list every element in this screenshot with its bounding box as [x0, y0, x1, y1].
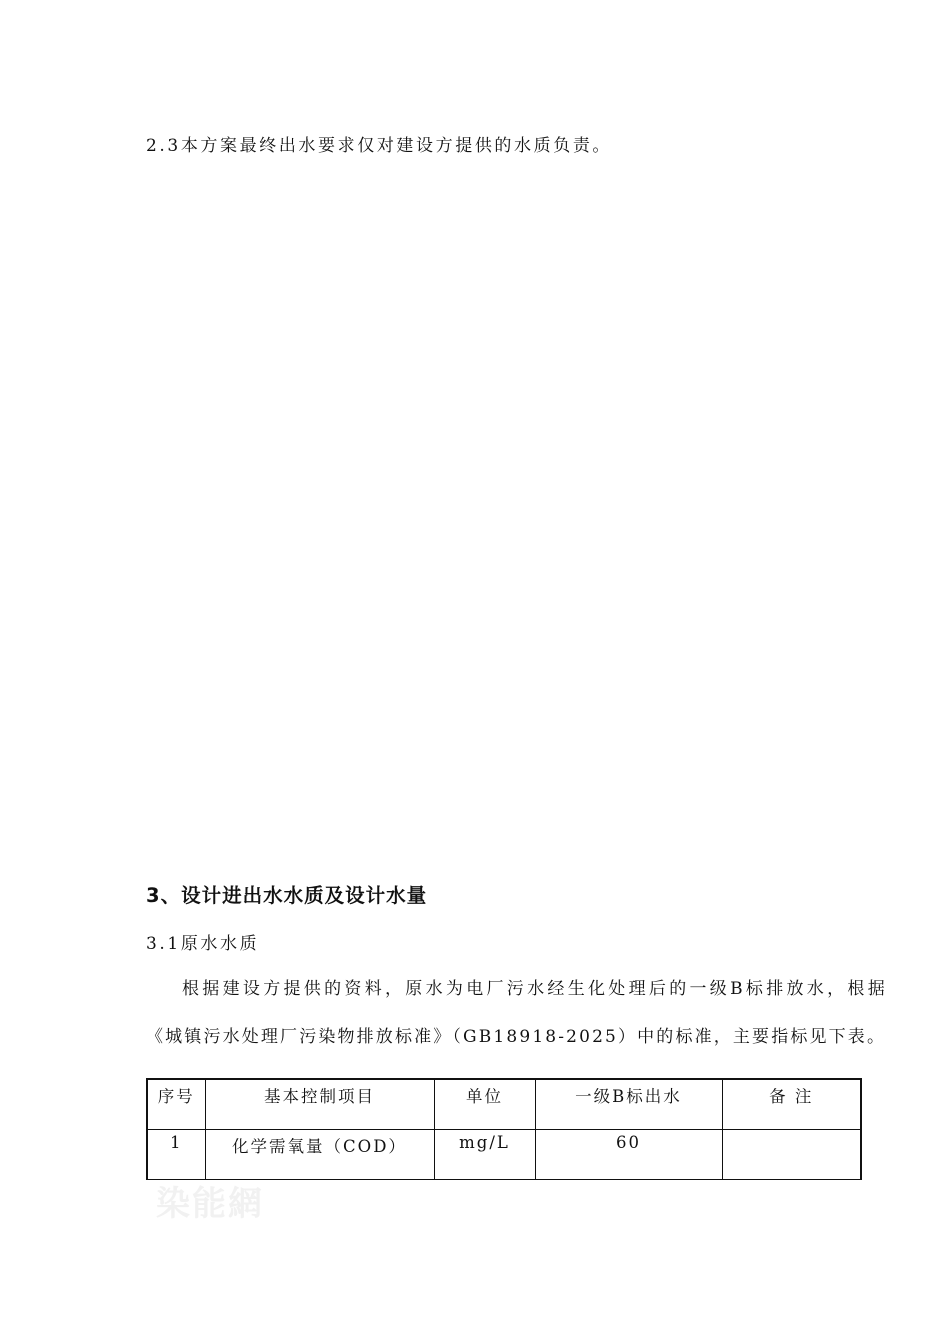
subheading-3-1: 3.1原水水质	[146, 934, 260, 954]
water-quality-table	[146, 1078, 862, 1180]
header-cell-standard: 一级B标出水	[535, 1079, 722, 1130]
paragraph-line-1: 根据建设方提供的资料，原水为电厂污水经生化处理后的一级B标排放水，根据	[182, 979, 888, 999]
header-cell-remark: 备 注	[722, 1079, 861, 1130]
table-row	[147, 1130, 861, 1180]
paragraph-line-2: 《城镇污水处理厂污染物排放标准》（GB18918-2025）中的标准，主要指标见下表。	[146, 1027, 887, 1047]
watermark-logo: 染能網	[156, 1184, 264, 1224]
header-cell-index: 序号	[147, 1079, 205, 1130]
section-heading-3: 3、设计进出水水质及设计水量	[146, 884, 428, 907]
header-cell-item: 基本控制项目	[205, 1079, 434, 1130]
cell-unit: mg/L	[434, 1130, 535, 1180]
cell-item: 化学需氧量（COD）	[205, 1130, 434, 1180]
header-cell-unit: 单位	[434, 1079, 535, 1130]
cell-index: 1	[147, 1130, 205, 1180]
cell-standard: 60	[535, 1130, 722, 1180]
paragraph-2-3: 2.3本方案最终出水要求仅对建设方提供的水质负责。	[146, 136, 613, 156]
cell-remark	[722, 1130, 861, 1180]
table-header-row	[147, 1079, 861, 1130]
